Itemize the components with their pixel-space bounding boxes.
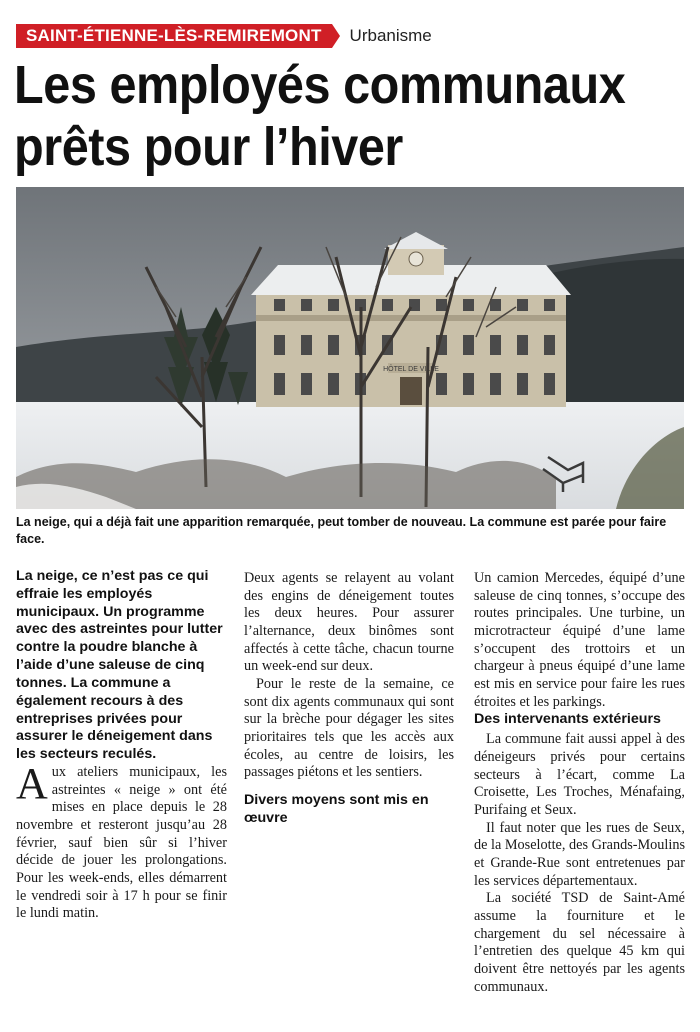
building-sign: HÔTEL DE VILLE <box>383 366 439 373</box>
paragraph-1 <box>16 758 227 923</box>
paragraph-5: La commune fait aussi appel à des déneigeurs privés pour certains secteurs à l’écart, comme La Croisette, Les Troches, Ménafaing, Purifaing et Seux. <box>474 731 685 818</box>
headline-line-1: Les employés communaux <box>14 55 626 115</box>
paragraph-7: La société TSD de Saint-Amé assume la fourniture et le chargement du sel nécessaire à l’entretien des quelque 45 km qui doivent être nettoyés par les agents communaux. <box>474 890 685 995</box>
drop-cap: A <box>16 758 48 808</box>
subheading-1: Divers moyens sont mis en œuvre <box>244 792 429 826</box>
column-2 <box>244 570 454 830</box>
paragraph-4: Un camion Mercedes, équipé d’une saleuse de cinq tonnes, s’occupe des routes principales. Une turbine, un microtracteur équipé d’une lame s’occupent des trottoirs et un chargeur à pneus équipé d’une lame est mis en service pour faire les rues étroites et les parkings. <box>474 570 685 710</box>
headline <box>14 54 626 178</box>
town-hall-photo <box>16 187 684 509</box>
column-1 <box>16 568 227 923</box>
paragraph-1-text: ux ateliers municipaux, les astreintes « neige » ont été mises en place depuis le 28 novembre et resteront jusqu’au 28 février, sauf bien sûr si l’hiver décide de jouer les prolongations. Pour les week-ends, elles démarrent le vendredi soir à 17 h pour se finir le lundi matin. <box>16 763 227 922</box>
headline-line-2: prêts pour l’hiver <box>14 117 403 177</box>
article-lead: La neige, ce n’est pas ce qui effraie les employés municipaux. Un programme avec des astreintes pour lutter contre la poudre blanche à l’aide d’une saleuse de cinq tonnes. La commune a également recours à des entreprises privées pour assurer le déneigement dans les secteurs reculés. <box>16 568 223 763</box>
paragraph-2: Deux agents se relayent au volant des engins de déneigement toutes les deux heures. Pour assurer l’alternance, deux binômes sont affectés à cette tâche, chacun tourne un week-end sur deux. <box>244 570 454 675</box>
paragraph-6: Il faut noter que les rues de Seux, de la Moselotte, des Grands-Moulins et Grande-Rue sont entretenues par les services départementaux. <box>474 819 685 889</box>
location-tag: SAINT-ÉTIENNE-LÈS-REMIREMONT <box>16 24 332 48</box>
photo-caption: La neige, qui a déjà fait une apparition remarquée, peut tomber de nouveau. La commune est parée pour faire face. <box>16 515 667 546</box>
subheading-2: Des intervenants extérieurs <box>474 711 661 728</box>
column-3 <box>474 570 685 996</box>
paragraph-3: Pour le reste de la semaine, ce sont dix agents communaux qui sont sur la brèche pour dégager les sites prioritaires tels que les accès aux écoles, au centre de loisirs, les passages piétons et les sentiers. <box>244 676 454 781</box>
kicker <box>16 24 432 48</box>
rubric-label: Urbanisme <box>349 26 432 45</box>
snowy-town-hall-illustration <box>16 187 684 509</box>
